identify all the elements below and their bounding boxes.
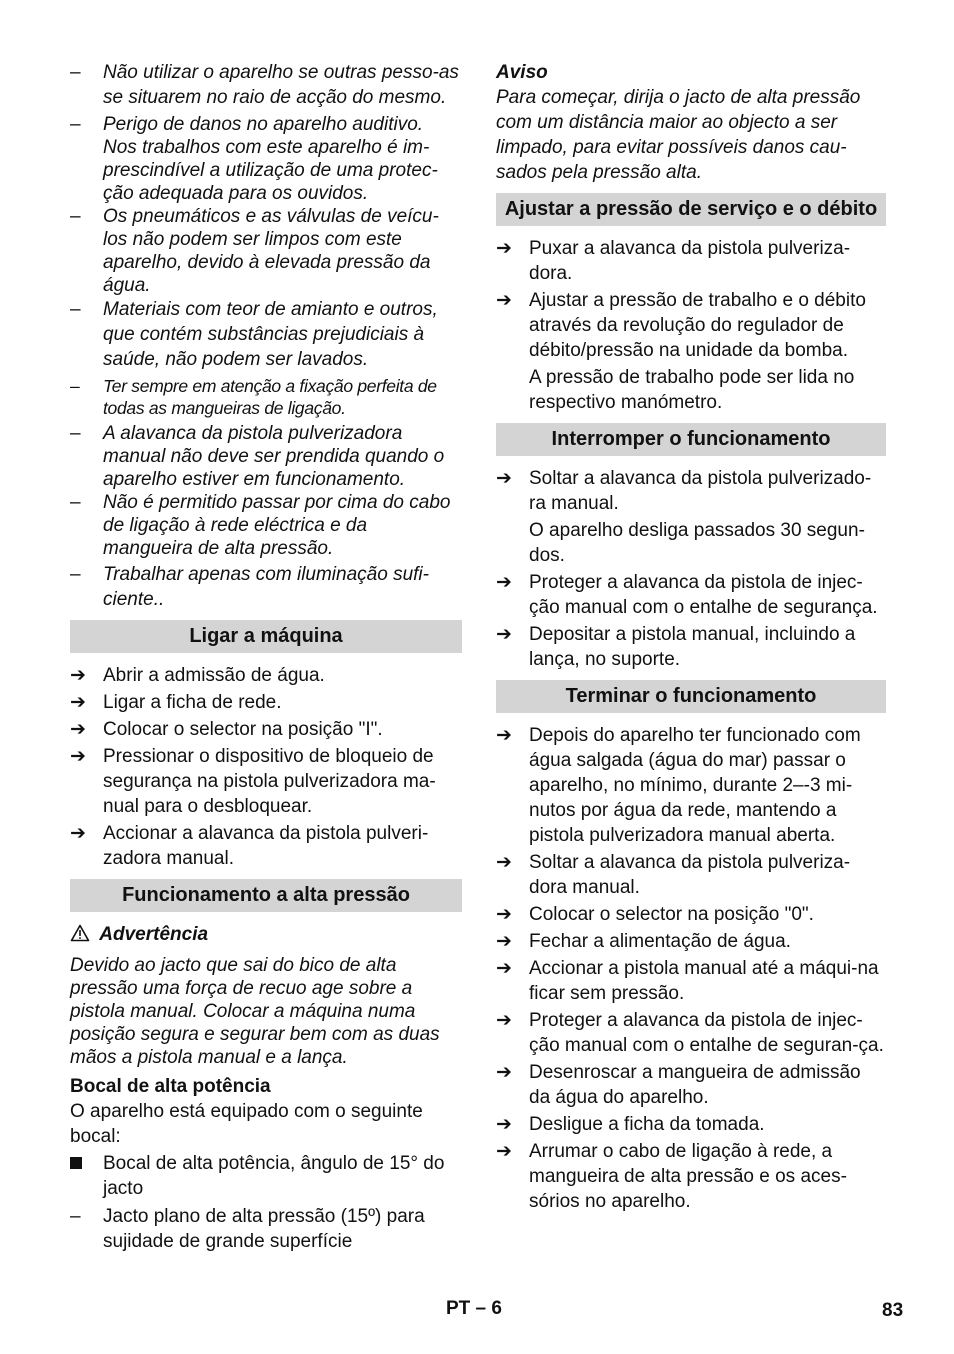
step-text: Colocar o selector na posição "0". (529, 904, 814, 925)
step-text: Ajustar a pressão de trabalho e o débito através da revolução do regulador de débito/pressão na unidade da bomba. (529, 290, 866, 361)
dash-marker: – (70, 1206, 81, 1227)
dash-marker: – (70, 564, 81, 585)
arrow-icon: ➔ (496, 1062, 512, 1083)
step-item (496, 622, 886, 672)
step-item (70, 717, 462, 742)
bullet-text: Bocal de alta potência, ângulo de 15° do jacto (103, 1153, 445, 1199)
list-item-text: A alavanca da pistola pulverizadora manual não deve ser prendida quando o aparelho estiver em funcionamento. (103, 423, 445, 490)
arrow-icon: ➔ (496, 958, 512, 979)
step-note-text: O aparelho desliga passados 30 segun-dos. (529, 520, 865, 566)
step-item (496, 570, 886, 620)
list-item-text: Não utilizar o aparelho se outras pesso-as se situarem no raio de acção do mesmo. (103, 62, 459, 108)
step-text: Proteger a alavanca da pistola de injec-ção manual com o entalhe de segurança. (529, 572, 878, 618)
step-text: Fechar a alimentação de água. (529, 931, 791, 952)
step-text: Pressionar o dispositivo de bloqueio de segurança na pistola pulverizadora ma-nual para o desbloquear. (103, 746, 436, 817)
step-text: Colocar o selector na posição "I". (103, 719, 383, 740)
dash-marker: – (70, 206, 81, 227)
list-item (70, 375, 462, 419)
arrow-icon: ➔ (496, 624, 512, 645)
right-column (496, 60, 886, 1214)
arrow-icon: ➔ (496, 238, 512, 259)
warning-triangle-icon (70, 924, 94, 949)
dash-marker: – (70, 376, 80, 396)
aviso-text: Para começar, dirija o jacto de alta pressão com um distância maior ao objecto a ser limpado, para evitar possíveis danos cau-sados pela pressão alta. (496, 87, 861, 183)
step-text: Accionar a pistola manual até a máqui-na ficar sem pressão. (529, 958, 879, 1004)
arrow-icon: ➔ (496, 1114, 512, 1135)
step-item (496, 288, 886, 363)
section-heading-terminar: Terminar o funcionamento (496, 680, 886, 713)
step-item (496, 850, 886, 900)
section-heading-interromper: Interromper o funcionamento (496, 423, 886, 456)
step-text: Soltar a alavanca da pistola pulveriza-dora manual. (529, 852, 851, 898)
arrow-icon: ➔ (70, 746, 86, 767)
list-item (70, 113, 462, 205)
step-item (496, 902, 886, 927)
arrow-icon: ➔ (496, 725, 512, 746)
step-item (496, 723, 886, 848)
list-item-text: Não é permitido passar por cima do cabo de ligação à rede eléctrica e da mangueira de alta pressão. (103, 492, 451, 559)
step-text: Puxar a alavanca da pistola pulveriza-dora. (529, 238, 851, 284)
step-text: Depositar a pistola manual, incluindo a lança, no suporte. (529, 624, 856, 670)
step-text: Abrir a admissão de água. (103, 665, 325, 686)
dash-marker: – (70, 492, 81, 513)
step-text: Accionar a alavanca da pistola pulveri-zadora manual. (103, 823, 429, 869)
arrow-icon: ➔ (70, 719, 86, 740)
step-text: Soltar a alavanca da pistola pulverizado-ra manual. (529, 468, 872, 514)
list-item (70, 562, 462, 612)
dash-marker: – (70, 423, 81, 444)
step-item (70, 663, 462, 688)
list-item-text: Os pneumáticos e as válvulas de veícu-los não podem ser limpos com este aparelho, devido à elevada pressão da água. (103, 206, 439, 296)
step-note (496, 365, 886, 415)
list-item (70, 297, 462, 372)
arrow-icon: ➔ (496, 572, 512, 593)
dash-marker: – (70, 114, 81, 135)
arrow-icon: ➔ (70, 823, 86, 844)
step-item (496, 956, 886, 1006)
list-item-text: Materiais com teor de amianto e outros, que contém substâncias prejudiciais à saúde, não podem ser lavados. (103, 299, 438, 370)
arrow-icon: ➔ (496, 852, 512, 873)
bocal-intro: O aparelho está equipado com o seguinte bocal: (70, 1101, 423, 1147)
list-item-text: Perigo de danos no aparelho auditivo. Nos trabalhos com este aparelho é im-prescindível a utilização de uma protec-ção adequada para os ouvidos. (103, 114, 438, 204)
step-note (496, 518, 886, 568)
list-item (70, 205, 462, 297)
step-item (496, 929, 886, 954)
arrow-icon: ➔ (496, 904, 512, 925)
arrow-icon: ➔ (70, 692, 86, 713)
section-heading-ajustar: Ajustar a pressão de serviço e o débito (496, 193, 886, 226)
list-item (70, 60, 462, 110)
step-note-text: A pressão de trabalho pode ser lida no respectivo manómetro. (529, 367, 855, 413)
warning-title: Advertência (99, 924, 209, 945)
step-text: Ligar a ficha de rede. (103, 692, 282, 713)
left-column (70, 60, 462, 1254)
list-item (70, 422, 462, 491)
aviso-title: Aviso (496, 62, 548, 83)
arrow-icon: ➔ (70, 665, 86, 686)
dash-marker: – (70, 299, 81, 320)
list-item-text: Ter sempre em atenção a fixação perfeita de todas as mangueiras de ligação. (103, 376, 437, 418)
section-heading-alta-pressao: Funcionamento a alta pressão (70, 879, 462, 912)
step-item (70, 744, 462, 819)
list-item-text: Trabalhar apenas com iluminação sufi-ciente.. (103, 564, 429, 610)
arrow-icon: ➔ (496, 290, 512, 311)
step-text: Proteger a alavanca da pistola de injec-ção manual com o entalhe de seguran-ça. (529, 1010, 884, 1056)
step-text: Arrumar o cabo de ligação à rede, a mangueira de alta pressão e os aces-sórios no aparelho. (529, 1141, 847, 1212)
bullet-item (70, 1151, 462, 1201)
arrow-icon: ➔ (496, 468, 512, 489)
step-item (496, 1139, 886, 1214)
arrow-icon: ➔ (496, 1010, 512, 1031)
dash-marker: – (70, 62, 81, 83)
step-item (496, 1060, 886, 1110)
subheading-bocal: Bocal de alta potência (70, 1076, 271, 1097)
step-item (496, 236, 886, 286)
step-item (496, 466, 886, 516)
step-text: Desligue a ficha da tomada. (529, 1114, 765, 1135)
arrow-icon: ➔ (496, 931, 512, 952)
footer-section-label: PT – 6 (446, 1298, 502, 1319)
section-heading-ligar: Ligar a máquina (70, 620, 462, 653)
step-text: Depois do aparelho ter funcionado com água salgada (água do mar) passar o aparelho, no mínimo, durante 2–-3 mi-nutos por água da rede, mantendo a pistola pulverizadora manual aberta. (529, 725, 861, 846)
list-item (70, 491, 462, 560)
list-item-text: Jacto plano de alta pressão (15º) para sujidade de grande superfície (103, 1206, 425, 1252)
step-item (70, 690, 462, 715)
footer-page-number: 83 (882, 1300, 904, 1321)
step-item (496, 1112, 886, 1137)
warning-label (70, 922, 462, 949)
step-item (496, 1008, 886, 1058)
step-text: Desenroscar a mangueira de admissão da água do aparelho. (529, 1062, 861, 1108)
warning-text: Devido ao jacto que sai do bico de alta pressão uma força de recuo age sobre a pistola manual. Colocar a máquina numa posição segura e segurar bem com as duas mãos a pistola manual e a lança. (70, 955, 440, 1068)
arrow-icon: ➔ (496, 1141, 512, 1162)
bullet-square-icon (70, 1151, 100, 1176)
list-item (70, 1204, 462, 1254)
step-item (70, 821, 462, 871)
